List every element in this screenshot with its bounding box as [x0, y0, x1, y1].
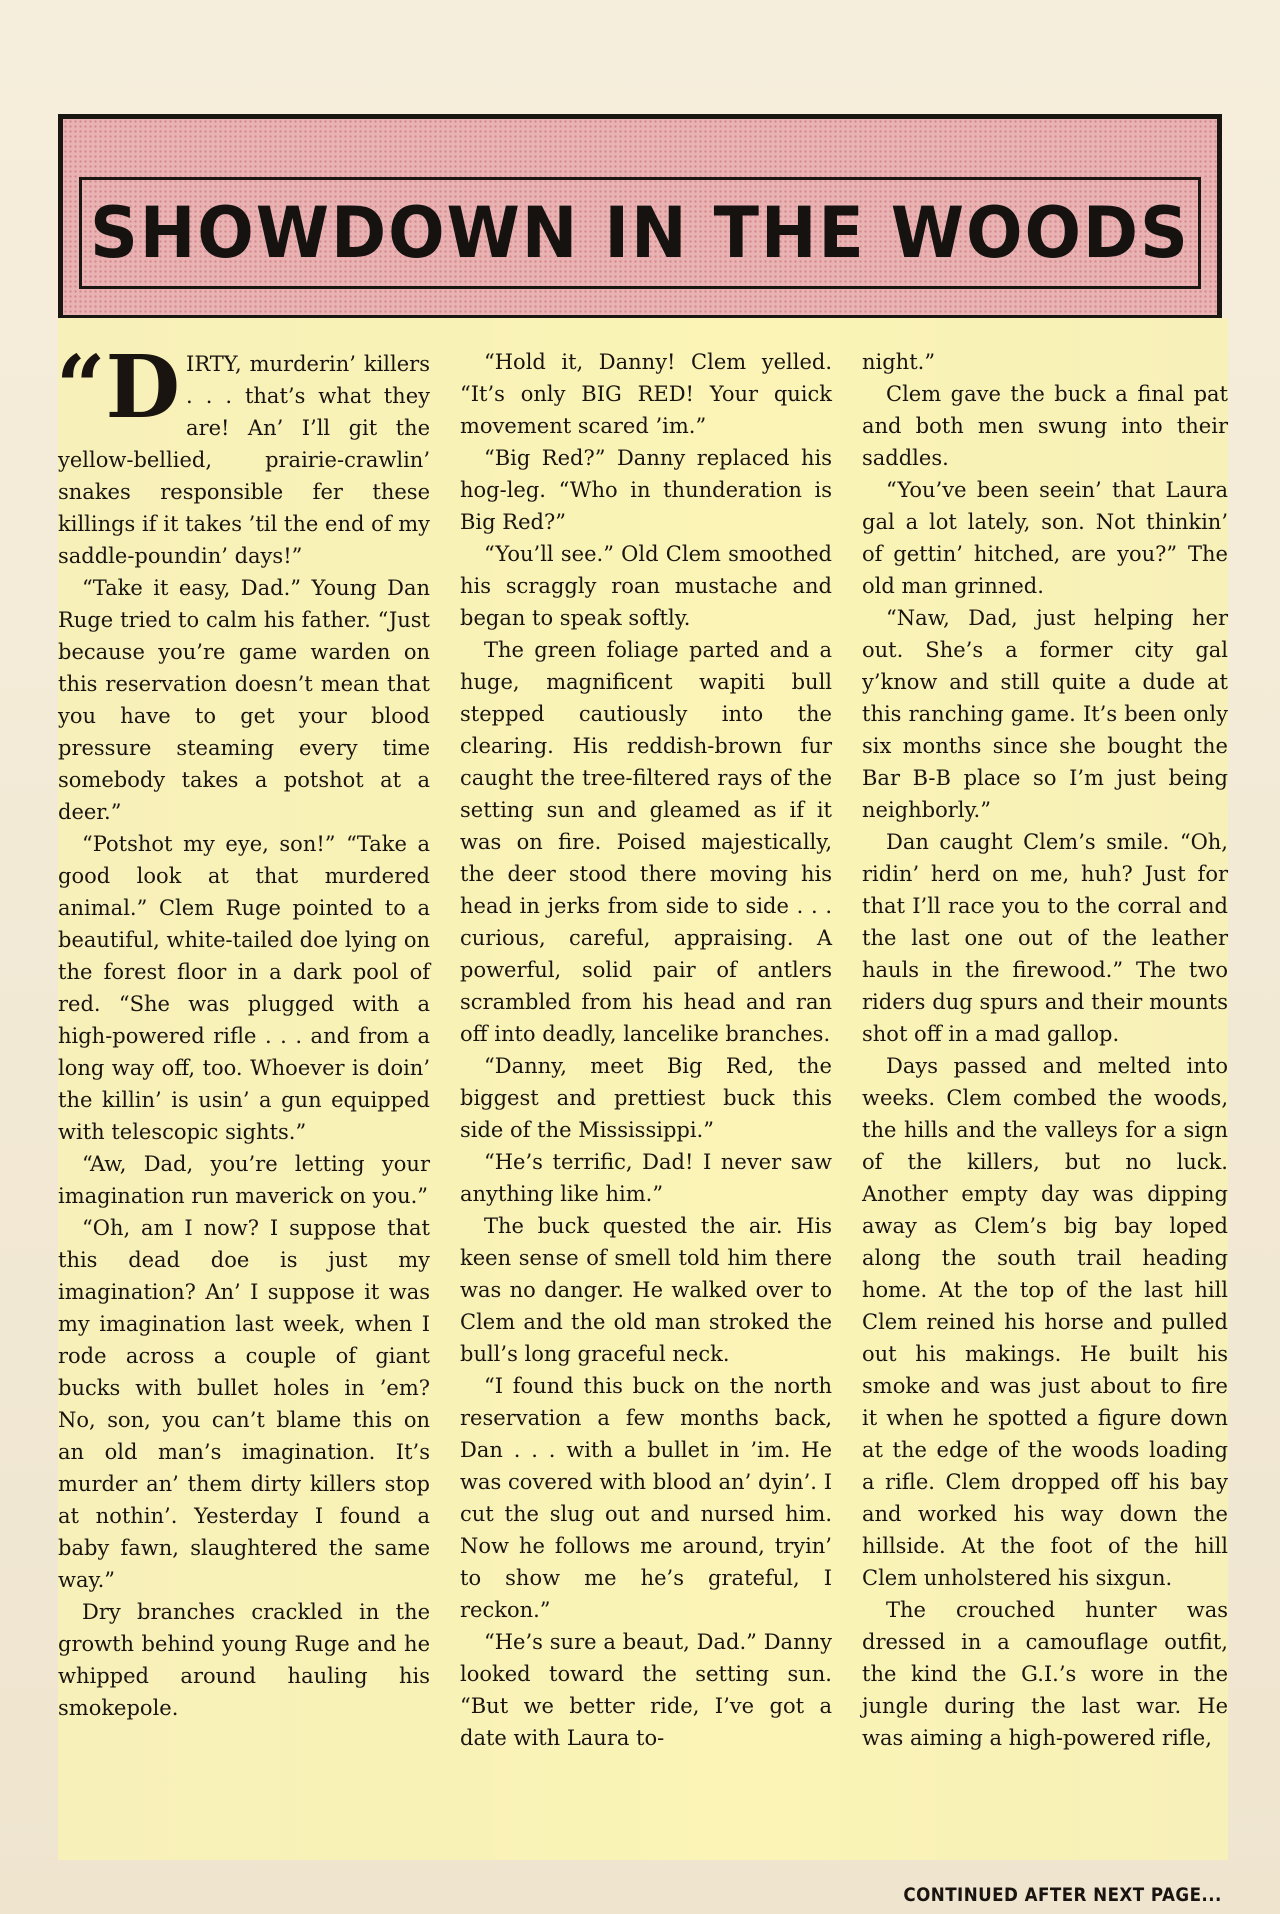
paragraph: “I found this buck on the north reservation a few months back, Dan . . . with a bullet in ’im. He was covered with blood an’ dyin’. I cut the slug out and nursed him. Now he follows me around, tryin’ to show me he’s grateful, I reckon.”: [460, 1374, 832, 1622]
paragraph: “Hold it, Danny! Clem yelled. “It’s only BIG RED! Your quick movement scared ’im.”: [460, 350, 832, 438]
paragraph: Days passed and melted into weeks. Clem combed the woods, the hills and the valleys for a sign of the killers, but no luck. Another empty day was dipping away as Clem’s big bay loped along the south trail heading home. At the top of the last hill Clem reined his horse and pulled out his makings. He built his smoke and was just about to fire it when he spotted a figure down at the edge of the woods loading a rifle. Clem dropped off his bay and worked his way down the hillside. At the foot of the hill Clem unholstered his sixgun.: [862, 1054, 1228, 1590]
paragraph: Dry branches crackled in the growth behind young Ruge and he whipped around hauling his smokepole.: [58, 1600, 430, 1720]
paragraph: “You’ll see.” Old Clem smoothed his scraggly roan mustache and began to speak softly.: [460, 542, 832, 630]
title-frame: [79, 177, 1201, 289]
paragraph-text: IRTY, murderin’ killers . . . that’s what they are! An’ I’ll git the yellow-bellied, prairie-crawlin’ snakes responsible fer these killings if it takes ’til the end of my saddle-poundin’ days!”: [58, 352, 430, 568]
title-banner: [58, 114, 1222, 320]
paragraph: “Aw, Dad, you’re letting your imagination run maverick on you.”: [58, 1152, 430, 1208]
story-text-area: [58, 318, 1228, 1860]
story-title: SHOWDOWN IN THE WOODS: [90, 192, 1190, 274]
paragraph: “Big Red?” Danny replaced his hog-leg. “Who in thunderation is Big Red?”: [460, 446, 832, 534]
paragraph: night.”: [862, 350, 936, 374]
paragraph: “Naw, Dad, just helping her out. She’s a former city gal y’know and still quite a dude at this ranching game. It’s been only six months since she bought the Bar B-B place so I’m just being neighborly.”: [862, 606, 1228, 822]
continued-notice: CONTINUED AFTER NEXT PAGE...: [903, 1884, 1222, 1906]
paragraph: Dan caught Clem’s smile. “Oh, ridin’ herd on me, huh? Just for that I’ll race you to the corral and the last one out of the leather hauls in the firewood.” The two riders dug spurs and their mounts shot off in a mad gallop.: [862, 830, 1228, 1046]
text-column-2: [460, 346, 832, 1754]
paragraph: “Danny, meet Big Red, the biggest and prettiest buck this side of the Mississippi.”: [460, 1054, 832, 1142]
paragraph: “Oh, am I now? I suppose that this dead doe is just my imagination? An’ I suppose it was my imagination last week, when I rode across a couple of giant bucks with bullet holes in ’em? No, son, you can’t blame this on an old man’s imagination. It’s murder an’ them dirty killers stop at nothin’. Yesterday I found a baby fawn, slaughtered the same way.”: [58, 1216, 430, 1592]
text-column-3: [862, 346, 1228, 1754]
paragraph: The buck quested the air. His keen sense of smell told him there was no danger. He walked over to Clem and the old man stroked the bull’s long graceful neck.: [460, 1214, 832, 1366]
paragraph: “He’s terrific, Dad! I never saw anything like him.”: [460, 1150, 832, 1206]
paragraph: “Take it easy, Dad.” Young Dan Ruge tried to calm his father. “Just because you’re game warden on this reservation doesn’t mean that you have to get your blood pressure steaming every time somebody takes a potshot at a deer.”: [58, 576, 430, 824]
paragraph: “You’ve been seein’ that Laura gal a lot lately, son. Not thinkin’ of gettin’ hitched, are you?” The old man grinned.: [862, 478, 1228, 598]
paragraph: The crouched hunter was dressed in a camouflage outfit, the kind the G.I.’s wore in the jungle during the last war. He was aiming a high-powered rifle,: [862, 1598, 1228, 1750]
paragraph: “Potshot my eye, son!” “Take a good look at that murdered animal.” Clem Ruge pointed to a beautiful, white-tailed doe lying on the forest floor in a dark pool of red. “She was plugged with a high-powered rifle . . . and from a long way off, too. Whoever is doin’ the killin’ is usin’ a gun equipped with telescopic sights.”: [58, 832, 430, 1144]
text-column-1: [56, 337, 430, 1724]
paragraph: “He’s sure a beaut, Dad.” Danny looked toward the setting sun. “But we better ride, I’ve got a date with Laura to-: [460, 1630, 832, 1750]
paragraph: Clem gave the buck a final pat and both men swung into their saddles.: [862, 382, 1228, 470]
drop-cap: “D: [56, 337, 181, 438]
paragraph: [56, 337, 430, 572]
paragraph: The green foliage parted and a huge, magnificent wapiti bull stepped cautiously into the clearing. His reddish-brown fur caught the tree-filtered rays of the setting sun and gleamed as if it was on fire. Poised majestically, the deer stood there moving his head in jerks from side to side . . . curious, careful, appraising. A powerful, solid pair of antlers scrambled from his head and ran off into deadly, lancelike branches.: [460, 638, 832, 1046]
